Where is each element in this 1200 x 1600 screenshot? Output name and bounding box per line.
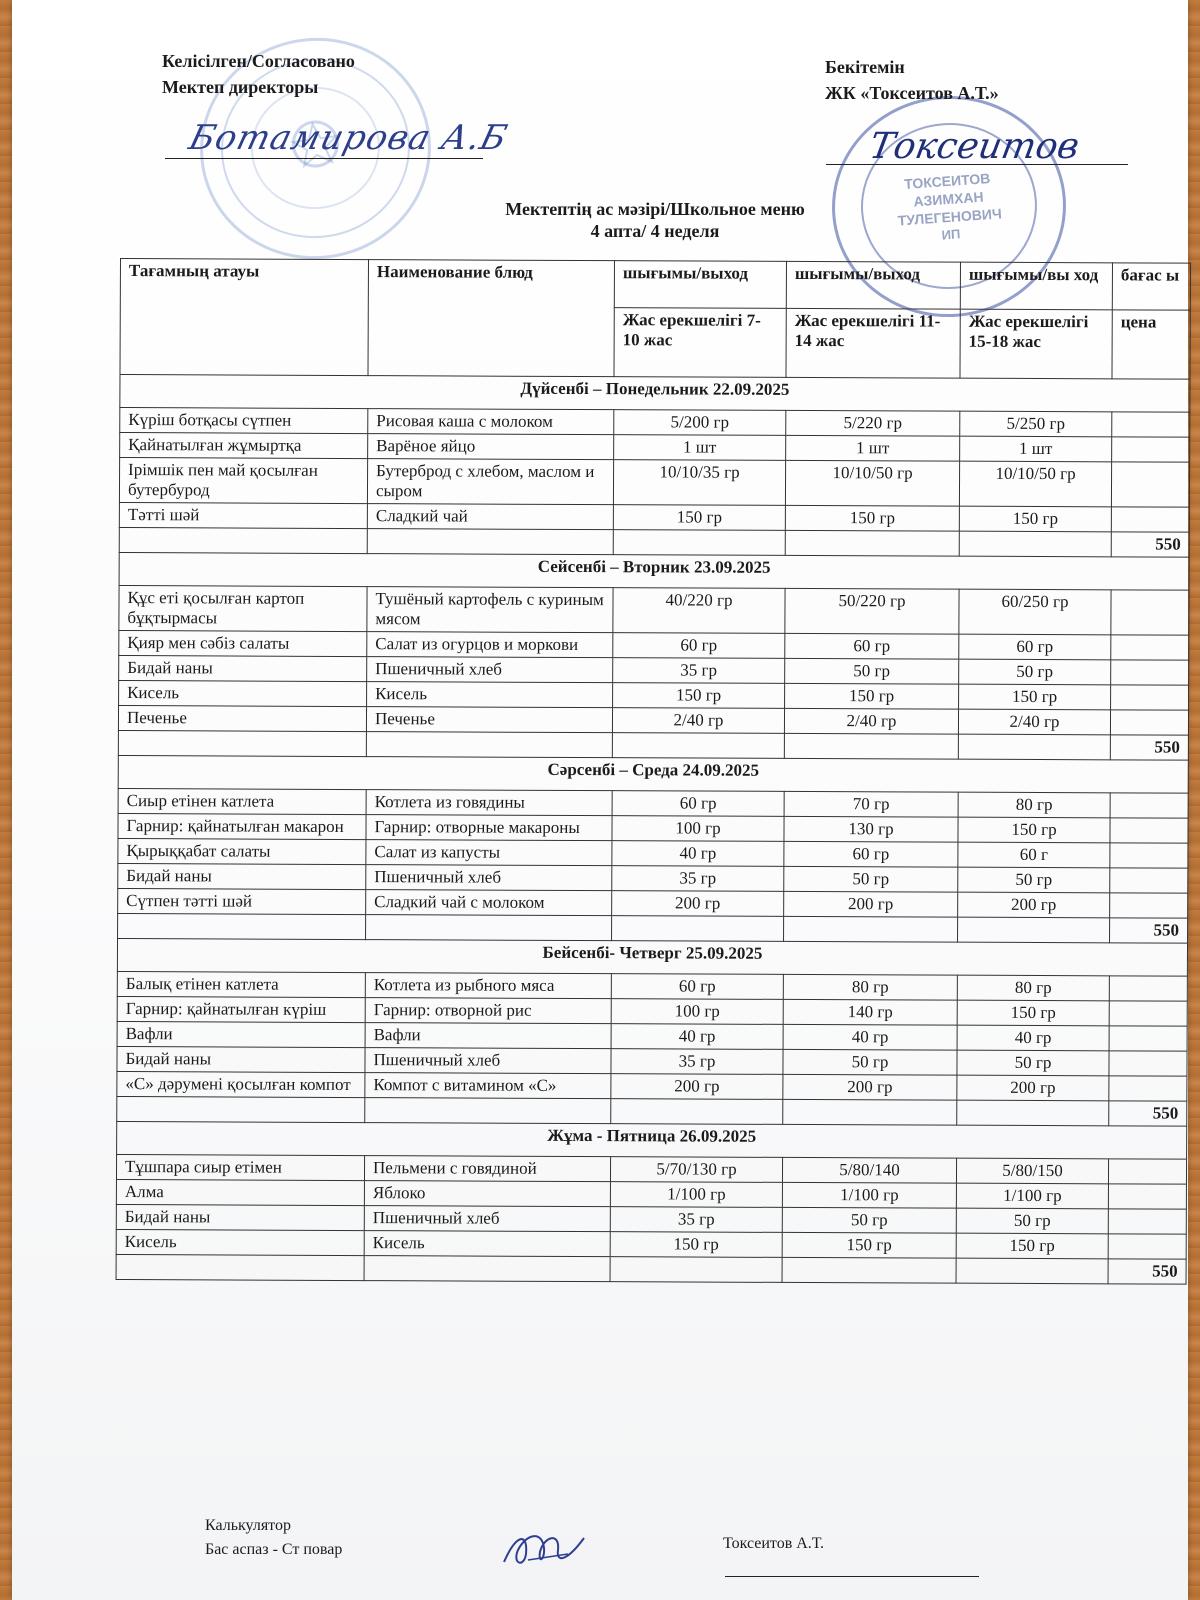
price-cell — [1108, 1159, 1186, 1184]
menu-table — [116, 258, 1191, 1285]
col-header-age-11-14: Жас ерекшелігі 11-14 жас — [786, 308, 960, 378]
approve-label: Бекітемін — [825, 57, 905, 77]
portion-age-7-10: 150 гр — [613, 683, 785, 709]
portion-age-7-10: 200 гр — [611, 1074, 783, 1100]
dish-name-ru: Пельмени с говядиной — [364, 1156, 610, 1182]
col-header-price-kz: бағас ы — [1112, 263, 1190, 310]
price-cell — [1111, 462, 1189, 507]
dish-name-kz: Тәтті шәй — [119, 502, 367, 528]
portion-age-11-14: 5/220 гр — [786, 410, 960, 436]
dish-name-kz: Гарнир: қайнатылған макарон — [118, 813, 366, 839]
portion-age-11-14: 200 гр — [784, 891, 958, 917]
empty-cell — [959, 531, 1111, 557]
empty-cell — [118, 730, 366, 756]
portion-age-15-18: 150 гр — [959, 684, 1111, 710]
dish-name-ru: Котлета из говядины — [366, 790, 612, 816]
portion-age-15-18: 150 гр — [956, 1233, 1108, 1259]
col-header-output-1: шығымы/выход — [614, 261, 786, 309]
price-cell — [1111, 635, 1189, 660]
dish-name-ru: Компот с витамином «С» — [365, 1073, 611, 1099]
dish-name-kz: Сиыр етінен катлета — [118, 788, 366, 814]
empty-cell — [367, 529, 613, 555]
footer-right-name: Токсеитов А.Т. — [723, 1535, 824, 1552]
price-cell — [1108, 1184, 1186, 1209]
col-header-output-3: шығымы/вы ход — [960, 262, 1112, 310]
dish-name-kz: Қияр мен сәбіз салаты — [119, 630, 367, 656]
portion-age-7-10: 35 гр — [612, 866, 784, 892]
empty-cell — [785, 530, 959, 556]
day-header-row — [119, 552, 1189, 590]
portion-age-11-14: 50/220 гр — [785, 588, 959, 634]
dish-row — [119, 585, 1189, 635]
portion-age-15-18: 200 гр — [957, 1075, 1109, 1101]
portion-age-11-14: 2/40 гр — [784, 708, 958, 734]
portion-age-11-14: 50 гр — [784, 866, 958, 892]
dish-name-kz: Қырыққабат салаты — [118, 838, 366, 864]
empty-cell — [117, 1096, 365, 1122]
day-label: Сейсенбі – Вторник 23.09.2025 — [119, 552, 1189, 590]
portion-age-15-18: 80 гр — [958, 792, 1110, 818]
dish-name-ru: Бутерброд с хлебом, маслом и сыром — [367, 459, 613, 505]
menu-title-line-2: 4 апта/ 4 неделя — [590, 221, 720, 241]
dish-name-ru: Кисель — [364, 1231, 610, 1257]
portion-age-7-10: 35 гр — [611, 1049, 783, 1075]
portion-age-7-10: 60 гр — [613, 633, 785, 659]
approval-block-left — [162, 48, 355, 100]
col-header-name-ru: Наименование блюд — [368, 260, 615, 377]
dish-name-kz: Бидай наны — [116, 1204, 364, 1230]
price-cell — [1111, 507, 1189, 532]
day-header-row — [117, 1121, 1187, 1159]
portion-age-15-18: 50 гр — [956, 1208, 1108, 1234]
col-header-age-7-10: Жас ерекшелігі 7-10 жас — [614, 308, 786, 378]
portion-age-15-18: 150 гр — [957, 1000, 1109, 1026]
stamp-line-4: ИП — [941, 226, 961, 243]
day-header-row — [118, 755, 1188, 793]
portion-age-15-18: 40 гр — [957, 1025, 1109, 1051]
portion-age-11-14: 140 гр — [783, 999, 957, 1025]
portion-age-15-18: 10/10/50 гр — [959, 461, 1111, 507]
empty-cell — [782, 1257, 956, 1283]
dish-name-kz: Күріш ботқасы сүтпен — [120, 408, 368, 434]
empty-cell — [957, 1100, 1109, 1126]
portion-age-7-10: 150 гр — [613, 505, 785, 531]
day-total-price: 550 — [1110, 735, 1188, 760]
dish-name-kz: Вафли — [117, 1021, 365, 1047]
portion-age-11-14: 130 гр — [784, 816, 958, 842]
portion-age-7-10: 100 гр — [612, 816, 784, 842]
dish-name-kz: «С» дәрумені қосылған компот — [117, 1071, 365, 1097]
portion-age-15-18: 60/250 гр — [959, 589, 1111, 635]
portion-age-15-18: 60 гр — [959, 634, 1111, 660]
stamp-line-3: ТУЛЕГЕНОВИЧ — [897, 205, 1003, 229]
portion-age-7-10: 1/100 гр — [610, 1182, 782, 1208]
day-label: Жұма - Пятница 26.09.2025 — [117, 1121, 1187, 1159]
empty-cell — [958, 917, 1110, 943]
portion-age-7-10: 60 гр — [612, 791, 784, 817]
price-cell — [1109, 1076, 1187, 1101]
empty-cell — [366, 732, 612, 758]
portion-age-11-14: 5/80/140 — [782, 1157, 956, 1183]
portion-age-11-14: 1/100 гр — [782, 1182, 956, 1208]
dish-name-kz: Бидай наны — [119, 655, 367, 681]
price-cell — [1108, 1234, 1186, 1259]
empty-cell — [783, 1099, 957, 1125]
price-cell — [1110, 893, 1188, 918]
empty-cell — [118, 913, 366, 939]
portion-age-11-14: 150 гр — [785, 505, 959, 531]
portion-age-15-18: 200 гр — [958, 892, 1110, 918]
portion-age-7-10: 5/200 гр — [614, 410, 786, 436]
dish-name-ru: Котлета из рыбного мяса — [365, 973, 611, 999]
head-chef-label: Бас аспаз - Ст повар — [205, 1541, 343, 1558]
dish-name-ru: Салат из огурцов и моркови — [367, 632, 613, 658]
price-cell — [1109, 1051, 1187, 1076]
price-cell — [1111, 685, 1189, 710]
dish-name-ru: Пшеничный хлеб — [365, 1048, 611, 1074]
footer-signature-line — [725, 1576, 979, 1577]
price-cell — [1109, 1001, 1187, 1026]
portion-age-15-18: 80 гр — [957, 975, 1109, 1001]
stamp-line-2: АЗИМХАН — [912, 188, 985, 210]
portion-age-15-18: 50 гр — [958, 867, 1110, 893]
portion-age-7-10: 60 гр — [611, 974, 783, 1000]
dish-name-ru: Яблоко — [364, 1181, 610, 1207]
dish-name-ru: Сладкий чай с молоком — [366, 890, 612, 916]
director-signature: Ботамирова А.Б — [185, 118, 512, 158]
menu-title-line-1: Мектептің ас мәзірі/Школьное меню — [505, 199, 805, 219]
day-total-price: 550 — [1110, 918, 1188, 943]
portion-age-7-10: 35 гр — [613, 658, 785, 684]
day-total-price: 550 — [1109, 1101, 1187, 1126]
day-header-row — [117, 938, 1187, 976]
portion-age-11-14: 40 гр — [783, 1024, 957, 1050]
portion-age-7-10: 40/220 гр — [613, 588, 785, 634]
dish-name-ru: Гарнир: отворные макароны — [366, 815, 612, 841]
portion-age-7-10: 5/70/130 гр — [610, 1157, 782, 1183]
empty-cell — [956, 1258, 1108, 1284]
empty-cell — [612, 916, 784, 942]
portion-age-11-14: 80 гр — [783, 974, 957, 1000]
dish-name-ru: Сладкий чай — [367, 504, 613, 530]
dish-name-ru: Пшеничный хлеб — [367, 657, 613, 683]
portion-age-7-10: 200 гр — [612, 891, 784, 917]
col-header-output-2: шығымы/выход — [786, 261, 960, 309]
dish-name-kz: Кисель — [119, 680, 367, 706]
portion-age-15-18: 1/100 гр — [956, 1183, 1108, 1209]
price-cell — [1110, 793, 1188, 818]
dish-name-kz: Бидай наны — [117, 1046, 365, 1072]
menu-table-body — [116, 375, 1190, 1285]
portion-age-11-14: 50 гр — [782, 1207, 956, 1233]
dish-name-ru: Рисовая каша с молоком — [368, 409, 614, 435]
empty-cell — [366, 915, 612, 941]
approval-block-right — [825, 54, 999, 106]
portion-age-11-14: 150 гр — [785, 683, 959, 709]
dish-name-ru: Тушёный картофель с куриным мясом — [367, 587, 613, 633]
day-header-row — [120, 375, 1190, 413]
calculator-label: Калькулятор — [205, 1517, 291, 1534]
stamp-line-1: ТОКСЕИТОВ — [903, 170, 991, 193]
empty-cell — [610, 1257, 782, 1283]
portion-age-11-14: 70 гр — [784, 791, 958, 817]
portion-age-11-14: 200 гр — [783, 1074, 957, 1100]
price-cell — [1112, 437, 1190, 462]
portion-age-15-18: 150 гр — [958, 817, 1110, 843]
empty-cell — [613, 530, 785, 556]
school-director-label: Мектеп директоры — [162, 77, 319, 97]
price-cell — [1110, 843, 1188, 868]
col-header-price-ru: цена — [1112, 310, 1190, 379]
empty-cell — [119, 527, 367, 553]
price-cell — [1109, 1026, 1187, 1051]
portion-age-15-18: 60 г — [958, 842, 1110, 868]
dish-name-kz: Печенье — [118, 705, 366, 731]
col-header-age-15-18: Жас ерекшелігі 15-18 жас — [960, 309, 1112, 379]
portion-age-15-18: 2/40 гр — [958, 709, 1110, 735]
price-cell — [1108, 1209, 1186, 1234]
dish-name-kz: Ірімшік пен май қосылған бутербурод — [119, 458, 367, 504]
menu-title — [400, 198, 910, 242]
director-signature-line — [165, 158, 483, 159]
price-cell — [1111, 590, 1189, 635]
dish-name-ru: Пшеничный хлеб — [366, 865, 612, 891]
empty-cell — [784, 733, 958, 759]
price-cell — [1110, 710, 1188, 735]
price-cell — [1110, 868, 1188, 893]
portion-age-15-18: 150 гр — [959, 506, 1111, 532]
price-cell — [1111, 660, 1189, 685]
price-cell — [1112, 412, 1190, 437]
portion-age-7-10: 2/40 гр — [612, 708, 784, 734]
portion-age-7-10: 1 шт — [614, 435, 786, 461]
portion-age-7-10: 40 гр — [612, 841, 784, 867]
portion-age-11-14: 1 шт — [786, 435, 960, 461]
empty-cell — [116, 1254, 364, 1280]
portion-age-7-10: 35 гр — [610, 1207, 782, 1233]
empty-cell — [612, 733, 784, 759]
dish-name-ru: Варёное яйцо — [368, 434, 614, 460]
dish-name-kz: Қайнатылған жұмыртқа — [120, 433, 368, 459]
portion-age-11-14: 50 гр — [785, 658, 959, 684]
chef-signature — [498, 1524, 590, 1570]
price-cell — [1109, 976, 1187, 1001]
dish-name-kz: Кисель — [116, 1229, 364, 1255]
dish-row — [119, 458, 1189, 508]
dish-name-kz: Гарнир: қайнатылған күріш — [117, 996, 365, 1022]
price-cell — [1110, 818, 1188, 843]
entrepreneur-label: ЖК «Токсеитов А.Т.» — [825, 83, 999, 103]
dish-name-kz: Құс еті қосылған картоп бұқтырмасы — [119, 585, 367, 631]
portion-age-7-10: 10/10/35 гр — [613, 460, 785, 506]
empty-cell — [611, 1099, 783, 1125]
dish-name-kz: Тұшпара сиыр етімен — [116, 1154, 364, 1180]
dish-name-ru: Печенье — [366, 707, 612, 733]
portion-age-15-18: 50 гр — [959, 659, 1111, 685]
day-label: Сәрсенбі – Среда 24.09.2025 — [118, 755, 1188, 793]
dish-name-ru: Гарнир: отворной рис — [365, 998, 611, 1024]
portion-age-11-14: 50 гр — [783, 1049, 957, 1075]
dish-name-kz: Балық етінен катлета — [117, 971, 365, 997]
portion-age-7-10: 100 гр — [611, 999, 783, 1025]
portion-age-15-18: 1 шт — [960, 436, 1112, 462]
col-header-name-kz: Тағамның атауы — [120, 259, 369, 376]
dish-name-ru: Салат из капусты — [366, 840, 612, 866]
dish-name-ru: Вафли — [365, 1023, 611, 1049]
day-label: Бейсенбі- Четверг 25.09.2025 — [117, 938, 1187, 976]
portion-age-11-14: 60 гр — [785, 633, 959, 659]
portion-age-11-14: 150 гр — [782, 1232, 956, 1258]
portion-age-15-18: 5/250 гр — [960, 411, 1112, 437]
portion-age-7-10: 150 гр — [610, 1232, 782, 1258]
portion-age-11-14: 60 гр — [784, 841, 958, 867]
portion-age-15-18: 50 гр — [957, 1050, 1109, 1076]
footer-left — [205, 1514, 342, 1562]
day-total-price: 550 — [1111, 532, 1189, 557]
agreed-label: Келісілген/Согласовано — [162, 51, 355, 71]
entrepreneur-signature: Токсеитов — [866, 126, 1083, 167]
empty-cell — [365, 1098, 611, 1124]
table-header-row — [120, 259, 1190, 311]
dish-name-kz: Сүтпен тәтті шәй — [118, 888, 366, 914]
empty-cell — [958, 734, 1110, 760]
day-total-row — [116, 1254, 1186, 1284]
dish-name-kz: Бидай наны — [118, 863, 366, 889]
dish-name-ru: Пшеничный хлеб — [364, 1206, 610, 1232]
dish-name-ru: Кисель — [367, 682, 613, 708]
dish-name-kz: Алма — [116, 1179, 364, 1205]
empty-cell — [364, 1256, 610, 1282]
entrepreneur-signature-line — [826, 164, 1128, 165]
empty-cell — [784, 916, 958, 942]
portion-age-15-18: 5/80/150 — [956, 1158, 1108, 1184]
portion-age-7-10: 40 гр — [611, 1024, 783, 1050]
day-total-price: 550 — [1108, 1259, 1186, 1284]
day-label: Дүйсенбі – Понедельник 22.09.2025 — [120, 375, 1190, 413]
portion-age-11-14: 10/10/50 гр — [785, 460, 959, 506]
